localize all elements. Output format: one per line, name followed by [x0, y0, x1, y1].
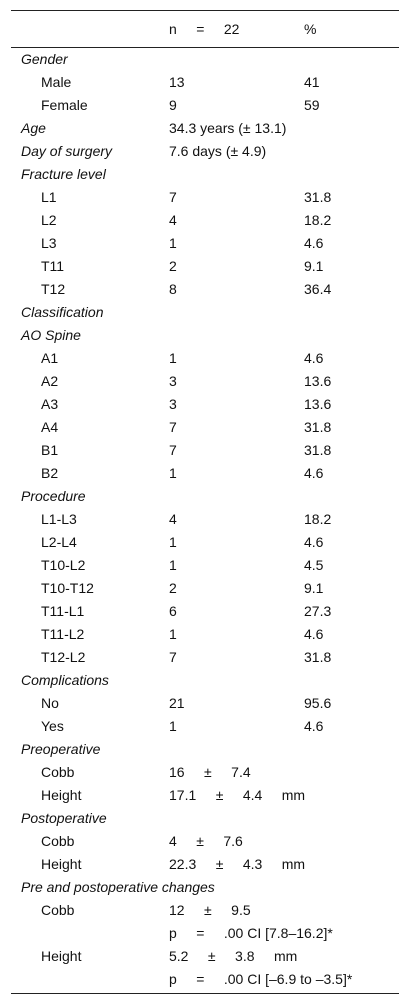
table-row — [11, 646, 399, 669]
value-cell: p = .00 CI [7.8–16.2]* — [169, 925, 333, 941]
table-row — [11, 968, 399, 993]
row-label: T12-L2 — [41, 649, 86, 665]
section-row — [11, 324, 399, 347]
value-cell: 5.2 ± 3.8 mm — [169, 948, 298, 964]
section-label: Postoperative — [21, 810, 107, 826]
table-row — [11, 761, 399, 784]
row-label: A2 — [41, 373, 59, 389]
section-row — [11, 876, 399, 899]
table-row — [11, 462, 399, 485]
table-row — [11, 94, 399, 117]
value-cell: 4 — [169, 511, 177, 527]
percent-cell: 4.6 — [304, 718, 324, 734]
row-label: L2-L4 — [41, 534, 77, 550]
value-cell: 1 — [169, 626, 177, 642]
section-row — [11, 669, 399, 692]
table-row — [11, 945, 399, 968]
value-cell: 1 — [169, 465, 177, 481]
section-label: AO Spine — [21, 327, 81, 343]
section-row — [11, 738, 399, 761]
table-row — [11, 508, 399, 531]
row-label: Male — [41, 74, 72, 90]
section-row — [11, 48, 399, 71]
percent-cell: 59 — [304, 97, 320, 113]
value-cell: 12 ± 9.5 — [169, 902, 251, 918]
table-row — [11, 830, 399, 853]
section-label: Fracture level — [21, 166, 106, 182]
demographics-table — [11, 10, 399, 994]
value-cell: 1 — [169, 235, 177, 251]
row-label: T11-L1 — [41, 603, 85, 619]
table-row — [11, 393, 399, 416]
section-row — [11, 485, 399, 508]
row-label: A1 — [41, 350, 59, 366]
value-cell: 13 — [169, 74, 185, 90]
value-cell: 7.6 days (± 4.9) — [169, 143, 267, 159]
section-row — [11, 117, 399, 140]
row-label: B2 — [41, 465, 59, 481]
row-label: L2 — [41, 212, 57, 228]
header-percent: % — [304, 21, 317, 37]
percent-cell: 27.3 — [304, 603, 332, 619]
value-cell: p = .00 CI [–6.9 to –3.5]* — [169, 971, 353, 987]
percent-cell: 4.6 — [304, 350, 324, 366]
row-label: L1-L3 — [41, 511, 77, 527]
percent-cell: 13.6 — [304, 396, 332, 412]
section-row — [11, 163, 399, 186]
table-row — [11, 370, 399, 393]
table-row — [11, 577, 399, 600]
percent-cell: 41 — [304, 74, 320, 90]
percent-cell: 4.6 — [304, 465, 324, 481]
value-cell: 1 — [169, 718, 177, 734]
section-label: Day of surgery — [21, 143, 113, 159]
row-label: Female — [41, 97, 88, 113]
value-cell: 7 — [169, 189, 177, 205]
header-n: n = 22 — [169, 21, 240, 37]
percent-cell: 31.8 — [304, 189, 332, 205]
table-row — [11, 692, 399, 715]
table-row — [11, 623, 399, 646]
percent-cell: 36.4 — [304, 281, 332, 297]
section-label: Pre and postoperative changes — [21, 879, 215, 895]
percent-cell: 9.1 — [304, 258, 324, 274]
percent-cell: 4.6 — [304, 235, 324, 251]
percent-cell: 31.8 — [304, 442, 332, 458]
value-cell: 3 — [169, 373, 177, 389]
row-label: Height — [41, 948, 82, 964]
percent-cell: 4.6 — [304, 534, 324, 550]
row-label: T10-T12 — [41, 580, 94, 596]
value-cell: 1 — [169, 350, 177, 366]
table-row — [11, 439, 399, 462]
row-label: T10-L2 — [41, 557, 86, 573]
percent-cell: 4.6 — [304, 626, 324, 642]
table-row — [11, 186, 399, 209]
table-row — [11, 715, 399, 738]
row-label: B1 — [41, 442, 59, 458]
value-cell: 4 — [169, 212, 177, 228]
percent-cell: 18.2 — [304, 212, 332, 228]
row-label: T11-L2 — [41, 626, 85, 642]
table-row — [11, 232, 399, 255]
value-cell: 17.1 ± 4.4 mm — [169, 787, 306, 803]
percent-cell: 9.1 — [304, 580, 324, 596]
value-cell: 2 — [169, 258, 177, 274]
table-row — [11, 600, 399, 623]
section-row — [11, 301, 399, 324]
percent-cell: 31.8 — [304, 649, 332, 665]
row-label: Cobb — [41, 833, 75, 849]
percent-cell: 4.5 — [304, 557, 324, 573]
table-row — [11, 784, 399, 807]
value-cell: 3 — [169, 396, 177, 412]
table-row — [11, 255, 399, 278]
row-label: L3 — [41, 235, 57, 251]
percent-cell: 31.8 — [304, 419, 332, 435]
row-label: L1 — [41, 189, 57, 205]
value-cell: 1 — [169, 557, 177, 573]
value-cell: 34.3 years (± 13.1) — [169, 120, 287, 136]
table-row — [11, 899, 399, 922]
row-label: Cobb — [41, 764, 75, 780]
table-header — [11, 11, 399, 48]
row-label: Cobb — [41, 902, 75, 918]
value-cell: 8 — [169, 281, 177, 297]
row-label: T11 — [41, 258, 65, 274]
value-cell: 16 ± 7.4 — [169, 764, 251, 780]
table-row — [11, 531, 399, 554]
section-label: Gender — [21, 51, 68, 67]
row-label: Yes — [41, 718, 64, 734]
row-label: A4 — [41, 419, 59, 435]
value-cell: 6 — [169, 603, 177, 619]
value-cell: 9 — [169, 97, 177, 113]
row-label: A3 — [41, 396, 59, 412]
section-label: Complications — [21, 672, 109, 688]
section-label: Age — [21, 120, 46, 136]
table-row — [11, 853, 399, 876]
value-cell: 2 — [169, 580, 177, 596]
table-row — [11, 347, 399, 370]
table-row — [11, 71, 399, 94]
percent-cell: 18.2 — [304, 511, 332, 527]
row-label: T12 — [41, 281, 66, 297]
value-cell: 22.3 ± 4.3 mm — [169, 856, 306, 872]
row-label: No — [41, 695, 59, 711]
value-cell: 4 ± 7.6 — [169, 833, 243, 849]
row-label: Height — [41, 856, 82, 872]
percent-cell: 13.6 — [304, 373, 332, 389]
value-cell: 7 — [169, 442, 177, 458]
value-cell: 7 — [169, 419, 177, 435]
section-label: Classification — [21, 304, 104, 320]
table-body — [11, 48, 399, 993]
value-cell: 1 — [169, 534, 177, 550]
row-label: Height — [41, 787, 82, 803]
section-label: Preoperative — [21, 741, 101, 757]
table-row — [11, 554, 399, 577]
table-row — [11, 922, 399, 945]
value-cell: 7 — [169, 649, 177, 665]
section-label: Procedure — [21, 488, 86, 504]
percent-cell: 95.6 — [304, 695, 332, 711]
table-row — [11, 278, 399, 301]
section-row — [11, 140, 399, 163]
section-row — [11, 807, 399, 830]
table-row — [11, 209, 399, 232]
value-cell: 21 — [169, 695, 185, 711]
table-row — [11, 416, 399, 439]
